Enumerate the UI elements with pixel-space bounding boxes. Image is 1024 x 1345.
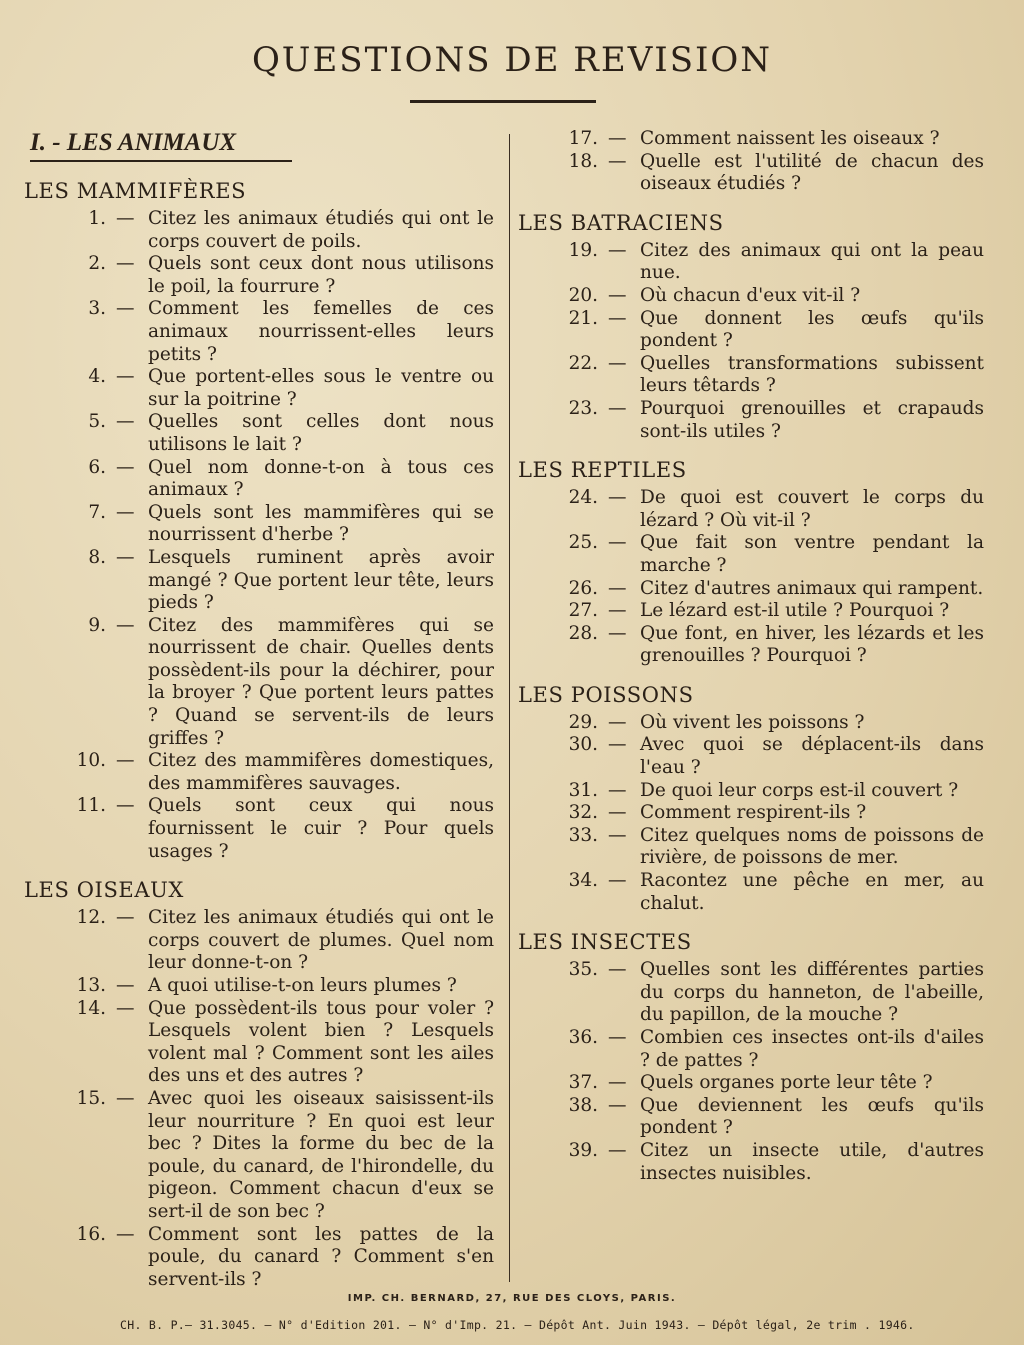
question-dash: — [608, 352, 627, 374]
question-number: 12. [76, 907, 106, 929]
question-number: 7. [88, 501, 106, 523]
question-dash: — [116, 997, 135, 1019]
question-dash: — [116, 614, 135, 636]
question-dash: — [608, 600, 627, 622]
question-text: Comment sont les pattes de la poule, du canard ? Comment s'en servent-ils ? [148, 1223, 494, 1290]
question-dash: — [116, 975, 135, 996]
question-item [514, 1140, 984, 1185]
section-heading: LES REPTILES [518, 458, 687, 483]
question-item [514, 1027, 984, 1072]
question-text: Que donnent les œufs qu'ils pondent ? [640, 307, 984, 352]
question-item [20, 208, 494, 253]
question-dash: — [608, 487, 627, 509]
question-text: Combien ces insectes ont-ils d'ailes ? de pattes ? [640, 1027, 984, 1071]
question-dash: — [116, 795, 135, 817]
question-dash: — [608, 577, 627, 599]
question-item [514, 151, 984, 196]
question-dash: — [116, 1087, 135, 1109]
question-number: 29. [568, 711, 598, 733]
question-text: De quoi est couvert le corps du lézard ? Où vit-il ? [640, 487, 984, 531]
question-text: Pourquoi grenouilles et crapauds sont-ils utiles ? [640, 397, 984, 442]
question-dash: — [116, 208, 135, 229]
page-title: QUESTIONS DE REVISION [251, 40, 773, 80]
question-text: Citez des animaux qui ont la peau nue. [640, 239, 984, 284]
question-text: Le lézard est-il utile ? Pourquoi ? [640, 600, 950, 622]
question-dash: — [608, 711, 627, 733]
question-text: Quels sont ceux qui nous fournissent le cuir ? Pour quels usages ? [148, 795, 494, 862]
question-dash: — [608, 307, 627, 329]
question-number: 21. [568, 307, 598, 329]
question-dash: — [116, 1223, 135, 1245]
question-item [514, 128, 984, 151]
question-text: Citez des mammifères qui se nourrissent de chair. Quelles dents possèdent-ils pour la déchirer, pour la broyer ? Que portent leurs pattes ? Quand se servent-ils de leurs griffes ? [148, 614, 494, 749]
right-sections [514, 210, 984, 1185]
question-dash: — [608, 622, 627, 644]
question-item [514, 285, 984, 308]
section-heading: LES MAMMIFÈRES [24, 179, 247, 203]
question-dash: — [608, 128, 627, 149]
question-item [20, 1088, 494, 1224]
question-number: 9. [88, 614, 106, 636]
question-dash: — [608, 1094, 627, 1116]
question-text: Que possèdent-ils tous pour voler ? Lesquels volent bien ? Lesquels volent mal ? Comment sont les ailes des uns et des autres ? [148, 997, 494, 1087]
question-item [514, 600, 984, 623]
question-number: 39. [568, 1139, 598, 1161]
question-item [20, 615, 494, 751]
column-divider [509, 134, 510, 1282]
question-text: Que fait son ventre pendant la marche ? [640, 532, 984, 576]
question-number: 20. [568, 284, 598, 306]
question-item [20, 547, 494, 615]
question-item [20, 457, 494, 502]
question-item [514, 578, 984, 601]
question-number: 18. [568, 150, 598, 172]
question-number: 26. [568, 577, 598, 599]
question-number: 25. [568, 532, 598, 554]
question-dash: — [116, 411, 135, 433]
question-number: 11. [76, 795, 106, 817]
question-number: 3. [88, 298, 106, 320]
question-item [20, 411, 494, 456]
question-dash: — [116, 253, 135, 275]
question-text: Avec quoi les oiseaux saisissent-ils leur nourriture ? En quoi est leur bec ? Dites la forme du bec de la poule, du canard, de l'hirondelle, du pigeon. Comment chacun d'eux se sert-il de son bec ? [148, 1087, 494, 1222]
question-item [514, 712, 984, 735]
question-text: Avec quoi se déplacent-ils dans l'eau ? [640, 734, 984, 779]
question-text: Citez des mammifères domestiques, des mammifères sauvages. [148, 750, 494, 794]
question-dash: — [116, 456, 135, 478]
question-dash: — [608, 1027, 627, 1048]
question-number: 22. [568, 352, 598, 374]
question-text: Lesquels ruminent après avoir mangé ? Que portent leur tête, leurs pieds ? [148, 546, 494, 614]
question-number: 15. [76, 1087, 106, 1109]
question-text: Citez d'autres animaux qui rampent. [640, 577, 984, 599]
question-text: Comment les femelles de ces animaux nourrissent-elles leurs petits ? [148, 298, 494, 365]
question-item [20, 907, 494, 975]
section-heading: LES BATRACIENS [518, 210, 724, 235]
question-text: Où vivent les poissons ? [640, 711, 865, 733]
question-dash: — [608, 824, 627, 846]
right-top-questions [514, 128, 984, 196]
question-item [20, 998, 494, 1088]
question-dash: — [608, 959, 627, 981]
question-dash: — [608, 397, 627, 419]
question-number: 6. [88, 456, 106, 478]
question-text: Quels sont ceux dont nous utilisons le poil, la fourrure ? [148, 253, 494, 297]
section-heading: LES POISSONS [518, 682, 694, 707]
question-number: 28. [568, 622, 598, 644]
question-text: Quelle est l'utilité de chacun des oiseaux étudiés ? [640, 150, 984, 195]
question-text: Comment respirent-ils ? [640, 802, 867, 824]
question-item [514, 780, 984, 803]
question-number: 17. [568, 128, 598, 149]
question-item [514, 959, 984, 1027]
question-dash: — [608, 532, 627, 554]
question-number: 31. [568, 779, 598, 801]
question-text: Quels sont les mammifères qui se nourrissent d'herbe ? [148, 501, 494, 546]
question-item [20, 298, 494, 366]
question-dash: — [608, 1139, 627, 1161]
question-item [514, 532, 984, 577]
question-number: 8. [88, 546, 106, 568]
left-sections [20, 178, 494, 1291]
question-dash: — [608, 779, 627, 801]
question-number: 36. [568, 1027, 598, 1048]
question-number: 38. [568, 1094, 598, 1116]
left-column [20, 128, 494, 1291]
question-number: 35. [568, 959, 598, 981]
question-item [514, 623, 984, 668]
printer-imprint: IMP. CH. BERNARD, 27, RUE DES CLOYS, PARIS. [347, 1293, 677, 1304]
question-dash: — [608, 734, 627, 756]
question-item [514, 870, 984, 915]
question-number: 34. [568, 870, 598, 892]
section-heading: LES INSECTES [518, 930, 692, 955]
question-dash: — [116, 501, 135, 523]
question-item [514, 308, 984, 353]
question-item [20, 366, 494, 411]
question-text: Quel nom donne-t-on à tous ces animaux ? [148, 456, 494, 501]
question-text: Quelles transformations subissent leurs têtards ? [640, 352, 984, 397]
question-text: Où chacun d'eux vit-il ? [640, 284, 861, 306]
question-text: Comment naissent les oiseaux ? [640, 128, 940, 149]
right-column [514, 128, 984, 1185]
question-item [514, 734, 984, 779]
question-dash: — [608, 1072, 627, 1094]
question-text: Quelles sont celles dont nous utilisons le lait ? [148, 411, 494, 455]
question-item [20, 750, 494, 795]
question-text: Racontez une pêche en mer, au chalut. [640, 870, 984, 914]
question-text: Que portent-elles sous le ventre ou sur la poitrine ? [148, 366, 494, 410]
question-item [20, 253, 494, 298]
section-heading: LES OISEAUX [24, 878, 184, 903]
question-item [20, 975, 494, 998]
title-underline [410, 100, 596, 103]
question-text: Citez les animaux étudiés qui ont le corps couvert de plumes. Quel nom leur donne-t-on ? [148, 907, 494, 974]
question-item [514, 398, 984, 443]
question-dash: — [608, 870, 627, 892]
question-number: 16. [76, 1223, 106, 1245]
question-text: Que deviennent les œufs qu'ils pondent ? [640, 1094, 984, 1139]
question-number: 2. [88, 253, 106, 275]
question-dash: — [116, 366, 135, 388]
question-dash: — [608, 284, 627, 306]
question-text: Quelles sont les différentes parties du corps du hanneton, de l'abeille, du papillon, de la mouche ? [640, 959, 984, 1026]
question-text: Citez un insecte utile, d'autres insectes nuisibles. [640, 1139, 984, 1184]
chapter-heading: I. - LES ANIMAUX [30, 128, 292, 162]
question-number: 23. [568, 397, 598, 419]
question-dash: — [608, 239, 627, 261]
question-number: 1. [88, 208, 106, 229]
question-dash: — [116, 298, 135, 320]
question-item [20, 795, 494, 863]
question-text: Quels organes porte leur tête ? [640, 1072, 933, 1094]
question-item [514, 240, 984, 285]
question-number: 19. [568, 239, 598, 261]
question-item [20, 502, 494, 547]
question-text: De quoi leur corps est-il couvert ? [640, 779, 959, 801]
question-dash: — [116, 907, 135, 929]
question-dash: — [608, 150, 627, 172]
question-number: 37. [568, 1072, 598, 1094]
question-text: Citez les animaux étudiés qui ont le corps couvert de poils. [148, 208, 494, 252]
question-item [20, 1224, 494, 1292]
question-number: 14. [76, 997, 106, 1019]
question-number: 4. [88, 366, 106, 388]
question-text: A quoi utilise-t-on leurs plumes ? [148, 975, 457, 996]
question-dash: — [116, 750, 135, 772]
question-number: 10. [76, 750, 106, 772]
question-number: 5. [88, 411, 106, 433]
question-item [514, 1072, 984, 1095]
question-item [514, 353, 984, 398]
publication-footer: CH. B. P.— 31.3045. — N° d'Edition 201. — N° d'Imp. 21. — Dépôt Ant. Juin 1943. — Dépôt légal, 2e trim . 1946. [120, 1318, 915, 1332]
question-text: Citez quelques noms de poissons de rivière, de poissons de mer. [640, 824, 984, 869]
question-dash: — [116, 546, 135, 568]
question-item [514, 1095, 984, 1140]
question-item [514, 802, 984, 825]
question-number: 32. [568, 802, 598, 824]
question-number: 30. [568, 734, 598, 756]
question-number: 33. [568, 824, 598, 846]
question-dash: — [608, 802, 627, 824]
question-number: 27. [568, 600, 598, 622]
question-number: 24. [568, 487, 598, 509]
question-item [514, 487, 984, 532]
question-item [514, 825, 984, 870]
question-number: 13. [76, 975, 106, 996]
question-text: Que font, en hiver, les lézards et les grenouilles ? Pourquoi ? [640, 622, 984, 667]
